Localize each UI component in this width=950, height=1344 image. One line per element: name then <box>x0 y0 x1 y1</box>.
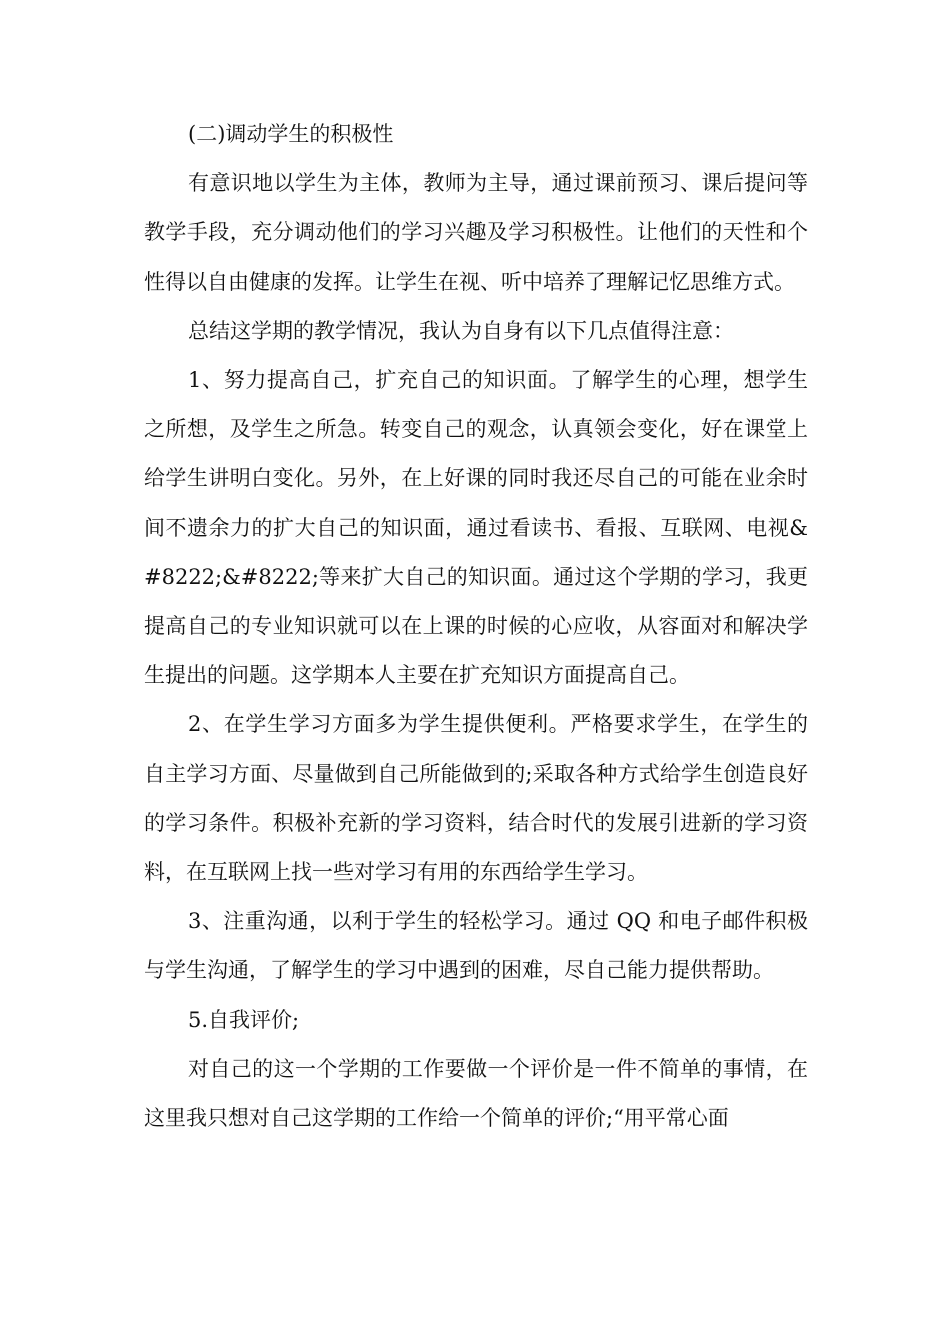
document-body <box>144 110 808 1143</box>
paragraph: 总结这学期的教学情况，我认为自身有以下几点值得注意： <box>188 318 734 343</box>
paragraph: 对自己的这一个学期的工作要做一个评价是一件不简单的事情，在这里我只想对自己这学期的工作给一个简单的评价;“用平常心面 <box>144 1056 808 1131</box>
paragraph: 5.自我评价; <box>188 1007 300 1032</box>
paragraph: 2、在学生学习方面多为学生提供便利。严格要求学生，在学生的自主学习方面、尽量做到自己所能做到的;采取各种方式给学生创造良好的学习条件。积极补充新的学习资料，结合时代的发展引进新的学习资料，在互联网上找一些对学习有用的东西给学生学习。 <box>144 712 808 885</box>
paragraph: 1、努力提高自己，扩充自己的知识面。了解学生的心理，想学生之所想，及学生之所急。转变自己的观念，认真领会变化，好在课堂上给学生讲明白变化。另外，在上好课的同时我还尽自己的可能在业余时间不遗余力的扩大自己的知识面，通过看读书、看报、互联网、电视&#8222;&#8222;等来扩大自己的知识面。通过这个学期的学习，我更提高自己的专业知识就可以在上课的时候的心应收，从容面对和解决学生提出的问题。这学期本人主要在扩充知识方面提高自己。 <box>144 368 808 688</box>
section-heading: (二)调动学生的积极性 <box>188 122 394 146</box>
paragraph: 3、注重沟通，以利于学生的轻松学习。通过 QQ 和电子邮件积极与学生沟通，了解学生的学习中遇到的困难，尽自己能力提供帮助。 <box>144 909 808 983</box>
paragraph: 有意识地以学生为主体，教师为主导，通过课前预习、课后提问等教学手段，充分调动他们的学习兴趣及学习积极性。让他们的天性和个性得以自由健康的发挥。让学生在视、听中培养了理解记忆思维方式。 <box>144 171 808 294</box>
